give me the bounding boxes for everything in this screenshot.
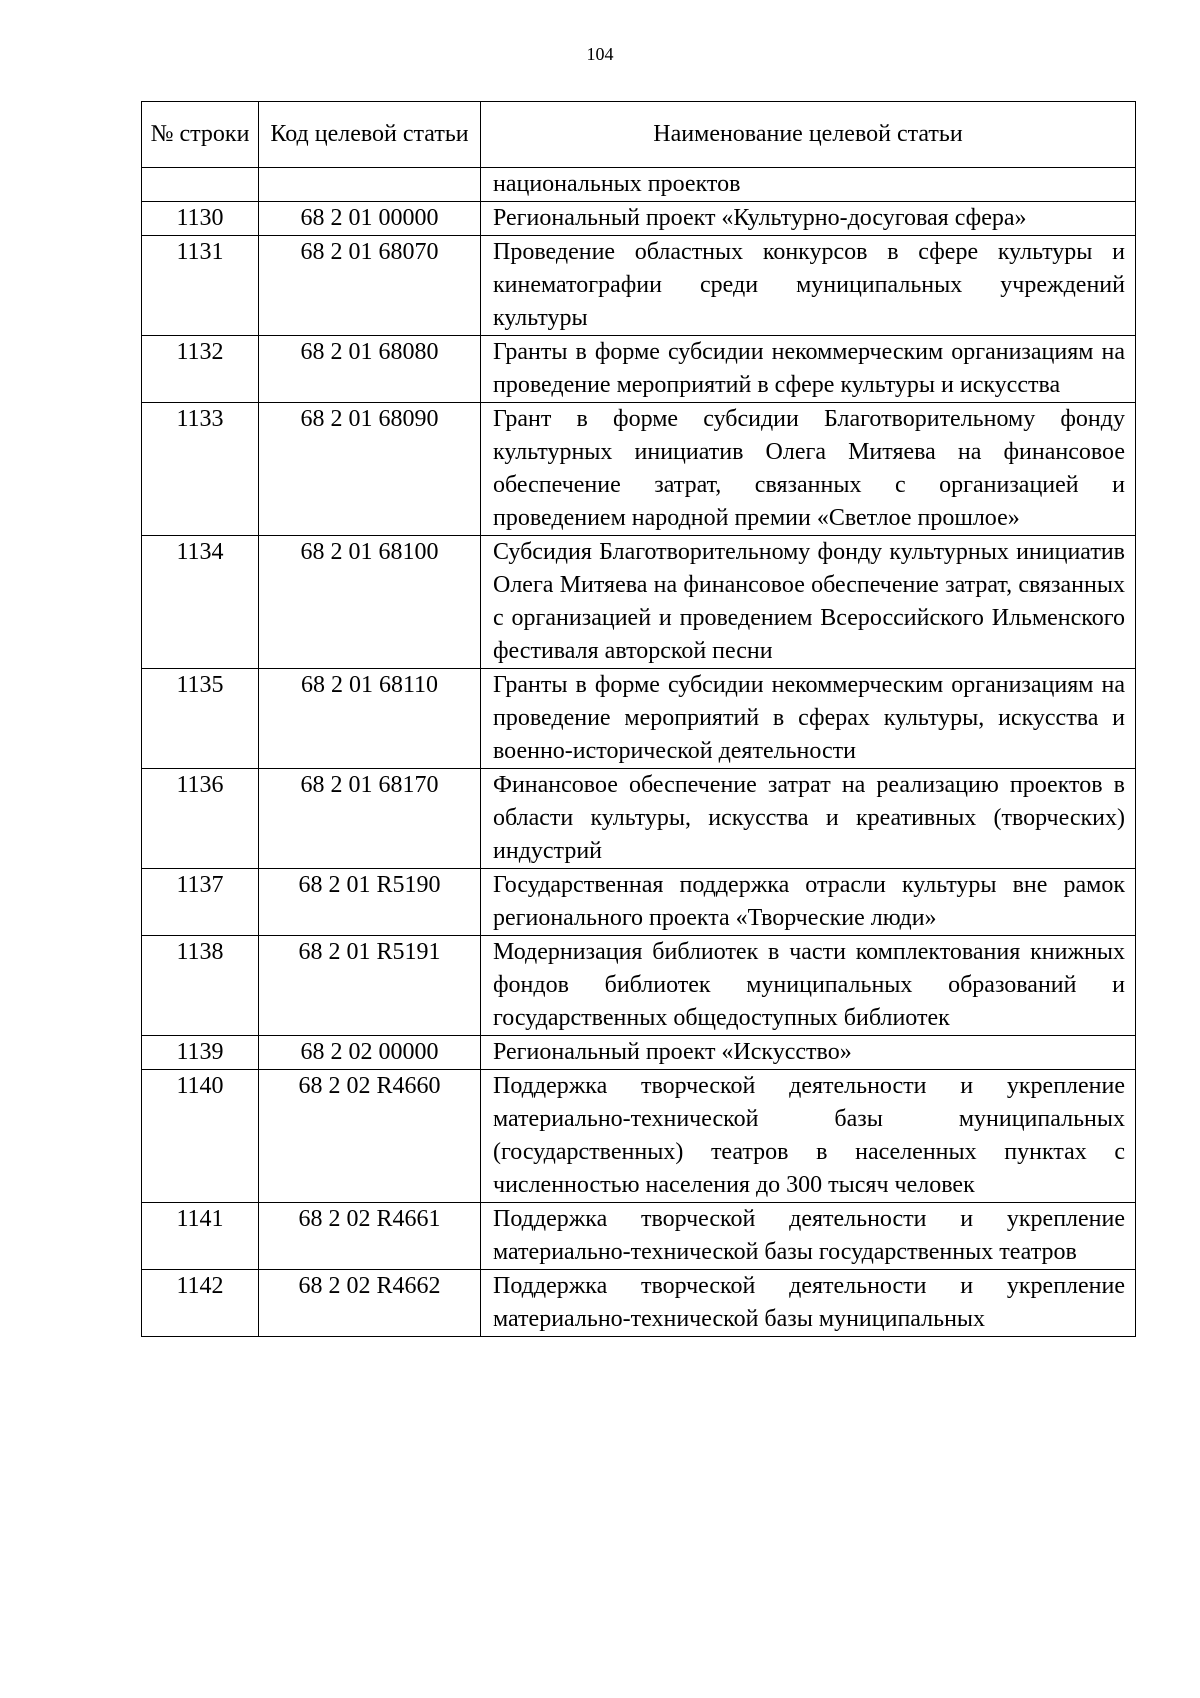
row-number: 1131	[142, 236, 259, 336]
article-code: 68 2 01 R5190	[259, 869, 481, 936]
article-name: Поддержка творческой деятельности и укрепление материально-технической базы муниципальных (государственных) театров в населенных пунктах с численностью населения до 300 тысяч человек	[481, 1070, 1136, 1203]
row-number: 1133	[142, 403, 259, 536]
table-row	[142, 236, 1136, 336]
row-number: 1141	[142, 1203, 259, 1270]
row-number: 1136	[142, 769, 259, 869]
row-number: 1134	[142, 536, 259, 669]
article-code: 68 2 01 68080	[259, 336, 481, 403]
table-header-row	[142, 102, 1136, 168]
article-code: 68 2 01 00000	[259, 202, 481, 236]
table-row	[142, 202, 1136, 236]
article-code: 68 2 01 68170	[259, 769, 481, 869]
article-name: Гранты в форме субсидии некоммерческим организациям на проведение мероприятий в сферах культуры, искусства и военно-исторической деятельности	[481, 669, 1136, 769]
article-name: национальных проектов	[481, 168, 1136, 202]
article-name: Региональный проект «Искусство»	[481, 1036, 1136, 1070]
article-code: 68 2 01 68070	[259, 236, 481, 336]
row-number: 1139	[142, 1036, 259, 1070]
table-row	[142, 1270, 1136, 1337]
article-code: 68 2 01 68110	[259, 669, 481, 769]
table-row	[142, 1070, 1136, 1203]
header-article-name: Наименование целевой статьи	[481, 102, 1136, 168]
table-row	[142, 168, 1136, 202]
article-name: Поддержка творческой деятельности и укрепление материально-технической базы муниципальных	[481, 1270, 1136, 1337]
table-row	[142, 336, 1136, 403]
article-code: 68 2 01 68090	[259, 403, 481, 536]
row-number: 1137	[142, 869, 259, 936]
header-article-code: Код целевой статьи	[259, 102, 481, 168]
article-code	[259, 168, 481, 202]
table-row	[142, 1036, 1136, 1070]
target-articles-table	[141, 101, 1136, 1337]
article-name: Финансовое обеспечение затрат на реализацию проектов в области культуры, искусства и креативных (творческих) индустрий	[481, 769, 1136, 869]
row-number: 1140	[142, 1070, 259, 1203]
article-name: Поддержка творческой деятельности и укрепление материально-технической базы государственных театров	[481, 1203, 1136, 1270]
table-row	[142, 669, 1136, 769]
row-number: 1142	[142, 1270, 259, 1337]
table-row	[142, 869, 1136, 936]
article-code: 68 2 01 68100	[259, 536, 481, 669]
article-code: 68 2 02 R4661	[259, 1203, 481, 1270]
article-name: Грант в форме субсидии Благотворительному фонду культурных инициатив Олега Митяева на финансовое обеспечение затрат, связанных с организацией и проведением народной премии «Светлое прошлое»	[481, 403, 1136, 536]
table-row	[142, 403, 1136, 536]
article-code: 68 2 01 R5191	[259, 936, 481, 1036]
article-name: Проведение областных конкурсов в сфере культуры и кинематографии среди муниципальных учреждений культуры	[481, 236, 1136, 336]
header-row-number: № строки	[142, 102, 259, 168]
article-name: Гранты в форме субсидии некоммерческим организациям на проведение мероприятий в сфере культуры и искусства	[481, 336, 1136, 403]
article-name: Региональный проект «Культурно-досуговая сфера»	[481, 202, 1136, 236]
row-number	[142, 168, 259, 202]
article-code: 68 2 02 00000	[259, 1036, 481, 1070]
article-name: Субсидия Благотворительному фонду культурных инициатив Олега Митяева на финансовое обеспечение затрат, связанных с организацией и проведением Всероссийского Ильменского фестиваля авторской песни	[481, 536, 1136, 669]
article-name: Государственная поддержка отрасли культуры вне рамок регионального проекта «Творческие люди»	[481, 869, 1136, 936]
table-row	[142, 536, 1136, 669]
article-code: 68 2 02 R4660	[259, 1070, 481, 1203]
article-name: Модернизация библиотек в части комплектования книжных фондов библиотек муниципальных образований и государственных общедоступных библиотек	[481, 936, 1136, 1036]
row-number: 1135	[142, 669, 259, 769]
row-number: 1130	[142, 202, 259, 236]
page-number: 104	[586, 44, 614, 64]
table-row	[142, 936, 1136, 1036]
row-number: 1132	[142, 336, 259, 403]
row-number: 1138	[142, 936, 259, 1036]
table-row	[142, 769, 1136, 869]
table-row	[142, 1203, 1136, 1270]
article-code: 68 2 02 R4662	[259, 1270, 481, 1337]
